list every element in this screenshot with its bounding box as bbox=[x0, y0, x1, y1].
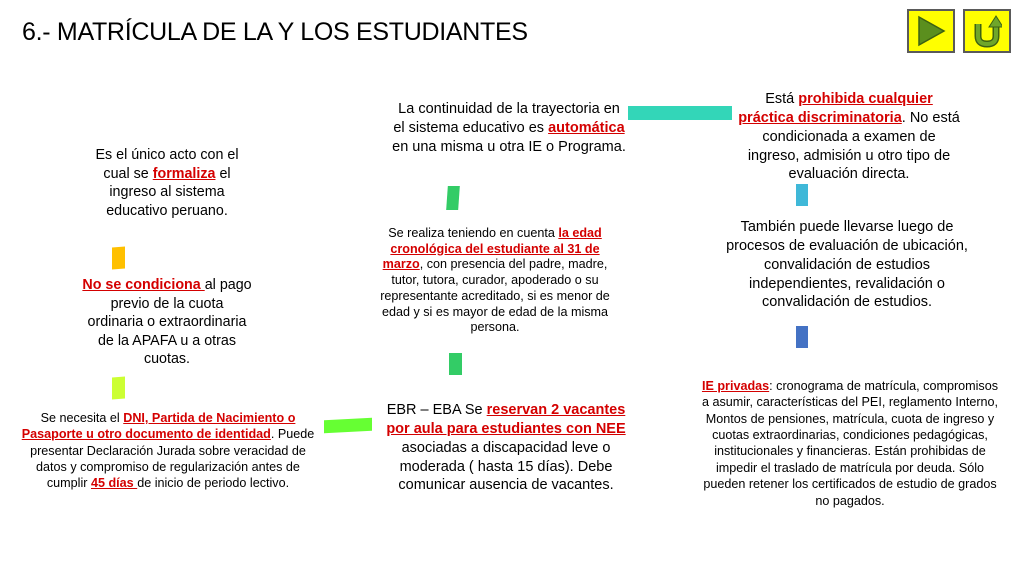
text-block-edad-cronologica: Se realiza teniendo en cuenta la edad cronológica del estudiante al 31 de marzo, con presencia del padre, madre, tutor, tutora, curador, apoderado o su representante acreditado, si es menor de edad y si es mayor de edad de la misma persona. bbox=[380, 226, 610, 335]
play-triangle-icon bbox=[916, 15, 946, 47]
text-block-documentos: Se necesita el DNI, Partida de Nacimiento o Pasaporte u otro documento de identidad. Puede presentar Declaración Jurada sobre veracidad de datos y compromiso de regularización antes de cumplir 45 días de inicio de periodo lectivo. bbox=[21, 411, 315, 491]
text-block-vacantes-nee: EBR – EBA Se reservan 2 vacantes por aula para estudiantes con NEE asociadas a discapacidad leve o moderada ( hasta 15 días). Debe comunicar ausencia de vacantes. bbox=[386, 402, 626, 494]
return-button[interactable] bbox=[963, 9, 1011, 53]
text-block-prohibida-discriminacion: Está prohibida cualquier práctica discriminatoria. No está condicionada a examen de ingreso, admisión u otro tipo de evaluación directa. bbox=[738, 91, 960, 183]
green-bar-connector bbox=[324, 418, 372, 434]
text-block-evaluacion-ubicacion: También puede llevarse luego de procesos de evaluación de ubicación, convalidación de estudios independientes, revalidación o convalidación de estudios. bbox=[726, 219, 968, 311]
blue-connector bbox=[796, 326, 808, 348]
page-title: 6.- MATRÍCULA DE LA Y LOS ESTUDIANTES bbox=[22, 18, 528, 46]
orange-connector bbox=[112, 247, 125, 270]
teal-bar-connector bbox=[628, 106, 732, 120]
next-slide-button[interactable] bbox=[907, 9, 955, 53]
lime-connector bbox=[112, 377, 125, 400]
green-connector-top bbox=[446, 186, 460, 210]
u-turn-arrow-icon bbox=[972, 14, 1002, 48]
blue-light-connector bbox=[796, 184, 808, 206]
text-block-formaliza: Es el único acto con el cual se formaliza el ingreso al sistema educativo peruano. bbox=[95, 147, 239, 219]
green-connector-bottom bbox=[449, 353, 462, 375]
text-block-no-condiciona: No se condiciona al pago previo de la cuota ordinaria o extraordinaria de la APAFA u a otras cuotas. bbox=[82, 277, 252, 368]
text-block-continuidad: La continuidad de la trayectoria en el sistema educativo es automática en una misma u otra IE o Programa. bbox=[392, 101, 626, 155]
text-block-ie-privadas: IE privadas: cronograma de matrícula, compromisos a asumir, características del PEI, reglamento Interno, Montos de pensiones, matrícula, cuota de ingreso y cuotas extraordinarias, condiciones pedagógicas, institucionales y financieras. Están prohibidas de impedir el traslado de matrícula por deuda. Sólo pueden retener los certificados de estudio de grados no pagados. bbox=[701, 379, 999, 508]
